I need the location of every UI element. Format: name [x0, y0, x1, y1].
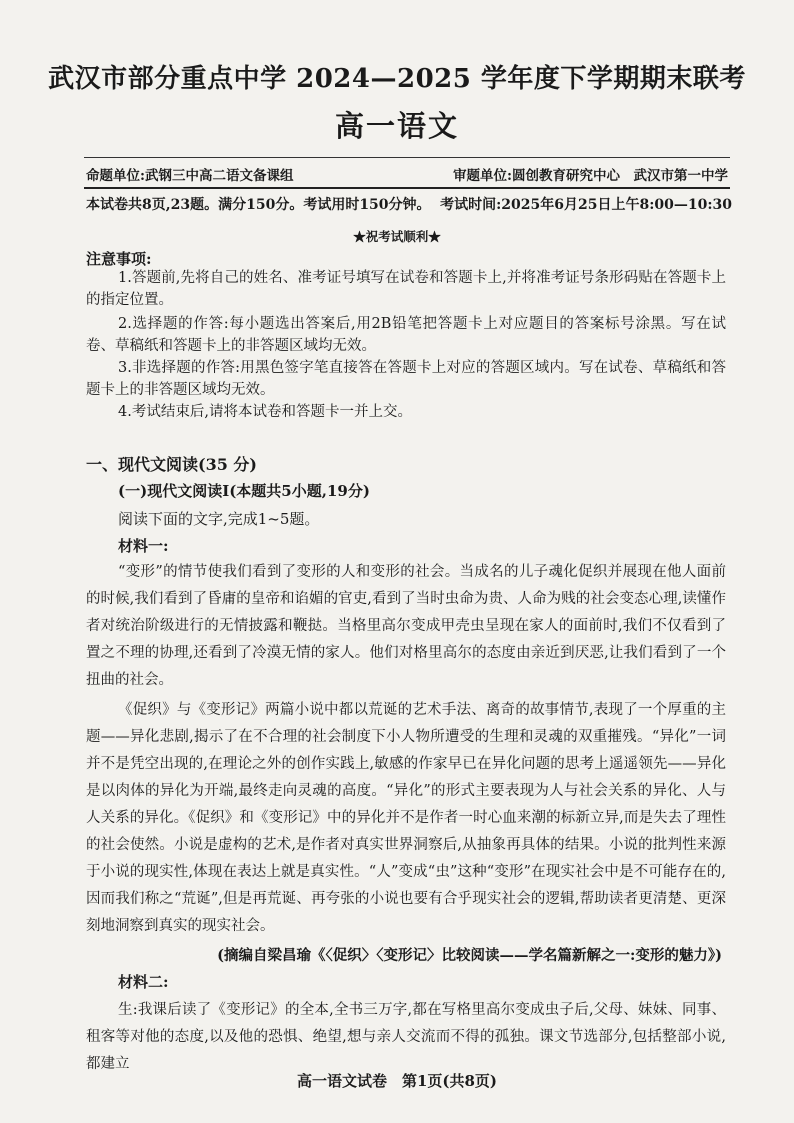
material1-source: (摘编自梁昌瑜《〈促织〉〈变形记〉比较阅读——学名篇新解之一:变形的魅力》) [217, 947, 722, 964]
exam-title: 武汉市部分重点中学 2024—2025 学年度下学期期末联考 [48, 64, 746, 94]
reviewer-info: 审题单位:圆创教育研究中心 武汉市第一中学 [453, 168, 728, 184]
subsection-heading: (一)现代文阅读Ⅰ(本题共5小题,19分) [118, 482, 370, 500]
material1-paragraph-2: 《促织》与《变形记》两篇小说中都以荒诞的艺术手法、离奇的故事情节,表现了一个厚重的主题——异化悲剧,揭示了在不合理的社会制度下小人物所遭受的生理和灵魂的双重摧残。“异化”一词并不是凭空出现的,在理论之外的创作实践上,敏感的作家早已在异化问题的思考上遥遥领先——异化是以肉体的异化为开端,最终走向灵魂的高度。“异化”的形式主要表现为人与社会关系的异化、人与人关系的异化。《促织》和《变形记》中的异化并不是作者一时心血来潮的标新立异,而是失去了理性的社会使然。小说是虚构的艺术,是作者对真实世界洞察后,从抽象再具体的结果。小说的批判性来源于小说的现实性,体现在表达上就是真实性。“人”变成“虫”这种“变形”在现实社会中是不可能存在的,因而我们称之“荒诞”,但是再荒诞、再夸张的小说也要有合乎现实社会的逻辑,帮助读者更清楚、更深刻地洞察到真实的现实社会。 [86, 702, 726, 934]
good-luck-banner: ★祝考试顺利★ [353, 229, 441, 244]
note-item-1: 1.答题前,先将自己的姓名、准考证号填写在试卷和答题卡上,并将准考证号条形码贴在答题卡上的指定位置。 [86, 270, 726, 308]
section-heading: 一、现代文阅读(35 分) [86, 455, 257, 474]
reading-instruction: 阅读下面的文字,完成1~5题。 [118, 510, 320, 528]
material2-label: 材料二: [118, 973, 169, 991]
header-divider-bottom [84, 187, 730, 189]
exam-time: 考试时间:2025年6月25日上午8:00—10:30 [440, 197, 732, 213]
setter-info: 命题单位:武钢三中高二语文备课组 [86, 168, 294, 184]
subject-title: 高一语文 [334, 109, 459, 143]
note-item-3: 3.非选择题的作答:用黑色签字笔直接答在答题卡上对应的答题区域内。写在试卷、草稿纸和答题卡上的非答题区域均无效。 [86, 360, 726, 398]
material1-paragraph-1: “变形”的情节使我们看到了变形的人和变形的社会。当成名的儿子魂化促织并展现在他人面前的时候,我们看到了昏庸的皇帝和谄媚的官吏,看到了当时虫命为贵、人命为贱的社会变态心理,读懂作者对统治阶级进行的无情披露和鞭挞。当格里高尔变成甲壳虫呈现在家人的面前时,我们不仅看到了置之不理的协理,还看到了冷漠无情的家人。他们对格里高尔的态度由亲近到厌恶,让我们看到了一个扭曲的社会。 [86, 564, 726, 688]
material2-paragraph: 生:我课后读了《变形记》的全本,全书三万字,都在写格里高尔变成虫子后,父母、妹妹、同事、租客等对他的态度,以及他的恐惧、绝望,想与亲人交流而不得的孤独。课文节选部分,包括整部小说,都建立 [86, 1002, 726, 1072]
material1-label: 材料一: [118, 537, 169, 555]
exam-info: 本试卷共8页,23题。满分150分。考试用时150分钟。 [86, 197, 431, 213]
header-divider-top [84, 157, 730, 158]
page-footer: 高一语文试卷 第1页(共8页) [296, 1072, 498, 1090]
notes-heading: 注意事项: [86, 250, 152, 268]
note-item-2: 2.选择题的作答:每小题选出答案后,用2B铅笔把答题卡上对应题目的答案标号涂黑。写在试卷、草稿纸和答题卡上的非答题区域均无效。 [86, 316, 726, 354]
note-item-4: 4.考试结束后,请将本试卷和答题卡一并上交。 [118, 404, 412, 420]
